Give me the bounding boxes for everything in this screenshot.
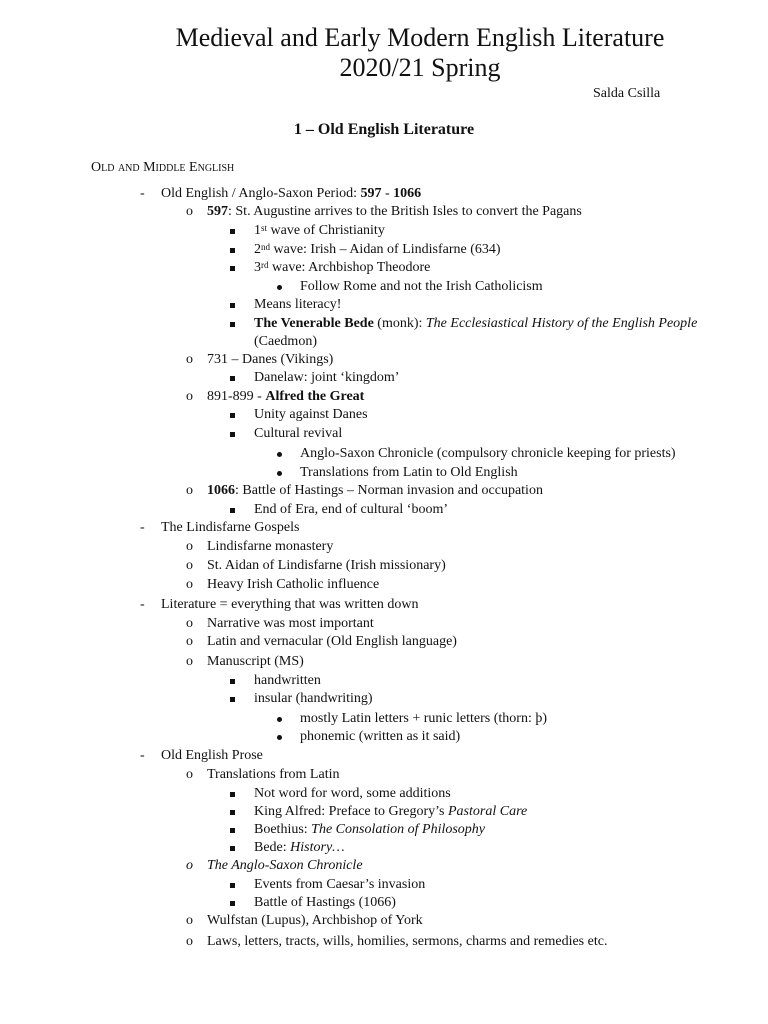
outline-item-level-4: [300, 279, 543, 295]
square-bullet-icon: [230, 322, 235, 327]
outline-text-run: 891-899 -: [207, 389, 266, 404]
outline-item-level-3: [254, 370, 399, 386]
outline-text-run: The Ecclesiastical History of the English People: [425, 316, 698, 331]
square-bullet-icon: [230, 792, 235, 797]
outline-text-run: Heavy Irish Catholic influence: [207, 577, 380, 592]
dash-bullet-icon: -: [140, 748, 145, 763]
outline-text-run: insular (handwriting): [254, 691, 373, 706]
document-title-line-2: 2020/21 Spring: [339, 53, 501, 82]
outline-item-level-4: [300, 446, 676, 462]
outline-text-run: 731 – Danes (Vikings): [207, 352, 334, 367]
outline-item-level-2: [207, 767, 339, 783]
outline-text-run: Boethius:: [254, 822, 312, 837]
outline-text-run: Old English Prose: [161, 748, 263, 763]
outline-text-run: handwritten: [254, 673, 321, 688]
circle-bullet-icon: o: [186, 858, 193, 873]
circle-bullet-icon: o: [186, 913, 193, 928]
outline-item-level-3: [254, 316, 697, 332]
outline-item-level-3: [254, 895, 396, 911]
outline-text-run: Literature = everything that was written down: [161, 597, 419, 612]
square-bullet-icon: [230, 413, 235, 418]
outline-text-run: (monk):: [373, 316, 426, 331]
outline-item-level-2: [207, 616, 374, 632]
outline-item-level-3: [254, 786, 451, 802]
square-bullet-icon: [230, 883, 235, 888]
outline-item-level-3: [254, 426, 342, 442]
outline-text-run: Danelaw: joint ‘kingdom’: [254, 370, 400, 385]
outline-item-level-3: [254, 840, 345, 856]
outline-text-run: The Consolation of Philosophy: [311, 822, 486, 837]
outline-item-level-4: [300, 711, 547, 727]
outline-text-run: : St. Augustine arrives to the British Isles to convert the Pagans: [228, 204, 582, 219]
dash-bullet-icon: -: [140, 597, 145, 612]
outline-text-run: rd: [261, 260, 269, 270]
outline-item-level-2: [207, 204, 582, 220]
outline-text-run: Means literacy!: [254, 297, 342, 312]
outline-text-run: wave of Christianity: [267, 223, 385, 238]
circle-bullet-icon: o: [186, 483, 193, 498]
outline-text-run: The Venerable Bede: [254, 316, 374, 331]
outline-item-level-3: [254, 242, 501, 258]
outline-text-run: Not word for word, some additions: [254, 786, 451, 801]
dash-bullet-icon: -: [140, 186, 145, 201]
outline-item-level-2: [207, 913, 423, 929]
outline-item-level-3: [254, 804, 527, 820]
outline-text-run: Anglo-Saxon Chronicle (compulsory chronicle keeping for priests): [300, 446, 676, 461]
outline-text-run: Follow Rome and not the Irish Catholicism: [300, 279, 543, 294]
outline-text-run: Wulfstan (Lupus), Archbishop of York: [207, 913, 423, 928]
outline-item-level-2: [207, 934, 607, 950]
dot-bullet-icon: [277, 717, 282, 722]
outline-text-run: 1066: [393, 186, 422, 201]
document-title-line-1: Medieval and Early Modern English Literature: [175, 23, 665, 52]
outline-text-run: Laws, letters, tracts, wills, homilies, sermons, charms and remedies etc.: [207, 934, 608, 949]
outline-text-run: History…: [290, 840, 345, 855]
outline-text-run: 1: [254, 223, 261, 238]
outline-text-run: St. Aidan of Lindisfarne (Irish missionary): [207, 558, 446, 573]
outline-item-level-2: [207, 634, 457, 650]
circle-bullet-icon: o: [186, 654, 193, 669]
square-bullet-icon: [230, 828, 235, 833]
circle-bullet-icon: o: [186, 634, 193, 649]
outline-text-run: phonemic (written as it said): [300, 729, 461, 744]
outline-text-run: Lindisfarne monastery: [207, 539, 334, 554]
square-bullet-icon: [230, 432, 235, 437]
section-heading: Old and Middle English: [91, 160, 235, 175]
outline-item-level-3: [254, 297, 341, 313]
outline-text-run: Pastoral Care: [448, 804, 528, 819]
outline-text-run: The Lindisfarne Gospels: [161, 520, 300, 535]
outline-text-run: st: [261, 223, 268, 233]
outline-item-level-4: [300, 465, 518, 481]
square-bullet-icon: [230, 376, 235, 381]
dot-bullet-icon: [277, 452, 282, 457]
outline-text-run: Cultural revival: [254, 426, 343, 441]
square-bullet-icon: [230, 248, 235, 253]
outline-item-level-3: [254, 223, 385, 239]
outline-text-run: Manuscript (MS): [207, 654, 304, 669]
outline-item-level-3: [254, 691, 373, 707]
outline-text-run: 1066: [207, 483, 235, 498]
dot-bullet-icon: [277, 285, 282, 290]
outline-text-run: nd: [261, 242, 270, 252]
outline-text-run: Unity against Danes: [254, 407, 368, 422]
outline-item-level-1: [161, 520, 299, 536]
outline-text-run: Translations from Latin: [207, 767, 340, 782]
outline-item-level-2: [207, 577, 379, 593]
outline-item-level-4: [300, 729, 460, 745]
circle-bullet-icon: o: [186, 616, 193, 631]
outline-text-run: Battle of Hastings (1066): [254, 895, 396, 910]
square-bullet-icon: [230, 303, 235, 308]
outline-text-run: Latin and vernacular (Old English language): [207, 634, 457, 649]
circle-bullet-icon: o: [186, 767, 193, 782]
outline-text-run: End of Era, end of cultural ‘boom’: [254, 502, 448, 517]
outline-item-level-3: [254, 260, 430, 276]
dot-bullet-icon: [277, 735, 282, 740]
outline-item-level-1: [161, 748, 263, 764]
author-name: Salda Csilla: [593, 86, 661, 101]
outline-text-run: wave: Irish – Aidan of Lindisfarne (634): [270, 242, 501, 257]
lecture-heading: 1 – Old English Literature: [293, 121, 475, 138]
outline-text-run: 597: [360, 186, 382, 201]
outline-item-level-2: [207, 352, 333, 368]
circle-bullet-icon: o: [186, 539, 193, 554]
outline-text-run: The Anglo-Saxon Chronicle: [207, 858, 363, 873]
outline-text-run: 597: [207, 204, 228, 219]
outline-item-level-2: [207, 483, 543, 499]
outline-item-level-2: [207, 539, 333, 555]
outline-text-run: Bede:: [254, 840, 291, 855]
outline-text-run: Translations from Latin to Old English: [300, 465, 518, 480]
square-bullet-icon: [230, 266, 235, 271]
square-bullet-icon: [230, 229, 235, 234]
outline-text-run: Old English / Anglo-Saxon Period:: [161, 186, 361, 201]
circle-bullet-icon: o: [186, 352, 193, 367]
outline-text-run: 3: [254, 260, 261, 275]
outline-text-run: wave: Archbishop Theodore: [268, 260, 431, 275]
square-bullet-icon: [230, 901, 235, 906]
outline-text-run: 2: [254, 242, 261, 257]
outline-text-run: Events from Caesar’s invasion: [254, 877, 426, 892]
square-bullet-icon: [230, 697, 235, 702]
outline-item-level-2: [207, 389, 364, 405]
outline-text-run: King Alfred: Preface to Gregory’s: [254, 804, 448, 819]
dot-bullet-icon: [277, 471, 282, 476]
outline-continuation-line: [254, 334, 317, 350]
circle-bullet-icon: o: [186, 934, 193, 949]
outline-text-run: -: [381, 186, 394, 201]
outline-text-run: Narrative was most important: [207, 616, 374, 631]
outline-text-run: (Caedmon): [254, 334, 317, 349]
outline-text-run: Alfred the Great: [265, 389, 365, 404]
circle-bullet-icon: o: [186, 389, 193, 404]
square-bullet-icon: [230, 846, 235, 851]
outline-item-level-2: [207, 858, 363, 874]
outline-text-run: : Battle of Hastings – Norman invasion and occupation: [235, 483, 543, 498]
outline-item-level-3: [254, 407, 368, 423]
square-bullet-icon: [230, 508, 235, 513]
circle-bullet-icon: o: [186, 204, 193, 219]
outline-item-level-1: [161, 597, 418, 613]
square-bullet-icon: [230, 679, 235, 684]
outline-item-level-2: [207, 654, 304, 670]
circle-bullet-icon: o: [186, 558, 193, 573]
circle-bullet-icon: o: [186, 577, 193, 592]
outline-item-level-3: [254, 822, 485, 838]
outline-item-level-1: [161, 186, 421, 202]
outline-item-level-2: [207, 558, 446, 574]
outline-item-level-3: [254, 877, 425, 893]
dash-bullet-icon: -: [140, 520, 145, 535]
square-bullet-icon: [230, 810, 235, 815]
outline-item-level-3: [254, 502, 448, 518]
outline-item-level-3: [254, 673, 321, 689]
outline-text-run: mostly Latin letters + runic letters (thorn: þ): [300, 711, 548, 726]
